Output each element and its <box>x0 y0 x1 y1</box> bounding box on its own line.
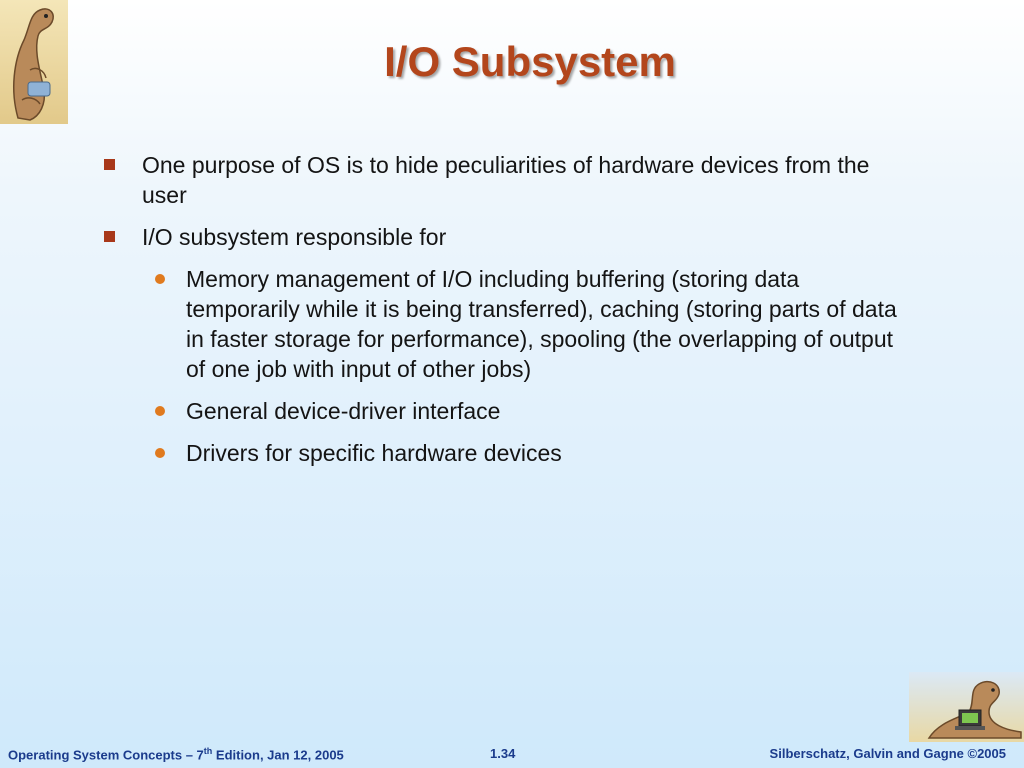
square-bullet-icon <box>104 231 115 242</box>
bullet-text: Drivers for specific hardware devices <box>186 440 562 466</box>
dinosaur-laptop-icon <box>909 672 1024 742</box>
bullet-text: Memory management of I/O including buffering (storing data temporarily while it is being transferred), caching (storing parts of data in faster storage for performance), spooling (the overlapping of output of one job with input of other jobs) <box>186 266 897 382</box>
footer-course-title: Operating System Concepts – 7th Edition, Jan 12, 2005 <box>8 746 344 763</box>
sub-bullet-item <box>104 438 904 468</box>
footer-copyright: Silberschatz, Galvin and Gagne ©2005 <box>769 746 1006 761</box>
round-bullet-icon <box>155 448 165 458</box>
bullet-text: I/O subsystem responsible for <box>142 224 447 250</box>
round-bullet-icon <box>155 274 165 284</box>
bullet-item <box>104 150 904 210</box>
square-bullet-icon <box>104 159 115 170</box>
bullet-text: One purpose of OS is to hide peculiarities of hardware devices from the user <box>142 152 870 208</box>
slide-title: I/O Subsystem <box>384 38 676 85</box>
round-bullet-icon <box>155 406 165 416</box>
page-number: 1.34 <box>490 746 516 761</box>
sub-bullet-item <box>104 264 904 384</box>
bullet-list <box>104 150 904 480</box>
bullet-text: General device-driver interface <box>186 398 501 424</box>
sub-bullet-item <box>104 396 904 426</box>
bullet-item <box>104 222 904 252</box>
